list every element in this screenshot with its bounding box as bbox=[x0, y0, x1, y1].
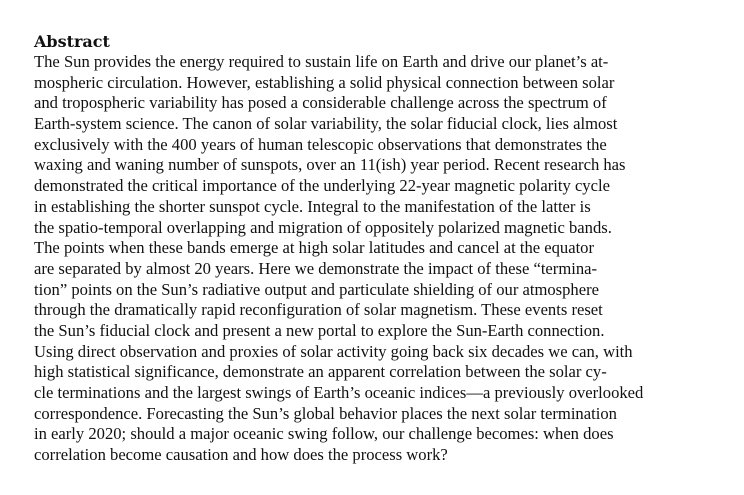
abstract-line: Earth-system science. The canon of solar variability, the solar fiducial clock, lies almost bbox=[34, 114, 618, 134]
abstract-line: waxing and waning number of sunspots, over an 11(ish) year period. Recent research has bbox=[34, 155, 626, 175]
abstract-line: in early 2020; should a major oceanic swing follow, our challenge becomes: when does bbox=[34, 424, 614, 444]
abstract-body bbox=[34, 52, 718, 466]
abstract-line: and tropospheric variability has posed a considerable challenge across the spectrum of bbox=[34, 93, 607, 113]
abstract-line: correlation become causation and how does the process work? bbox=[34, 445, 448, 465]
abstract-line: exclusively with the 400 years of human telescopic observations that demonstrates the bbox=[34, 134, 607, 154]
abstract-section bbox=[34, 31, 718, 466]
abstract-line: Using direct observation and proxies of solar activity going back six decades we can, with bbox=[34, 341, 633, 361]
abstract-line: through the dramatically rapid reconfiguration of solar magnetism. These events reset bbox=[34, 300, 603, 320]
abstract-line: the spatio-temporal overlapping and migration of oppositely polarized magnetic bands. bbox=[34, 217, 612, 237]
abstract-line: in establishing the shorter sunspot cycle. Integral to the manifestation of the latter is bbox=[34, 196, 591, 216]
abstract-line: cle terminations and the largest swings of Earth’s oceanic indices—a previously overlooked bbox=[34, 383, 644, 402]
abstract-line: tion” points on the Sun’s radiative output and particulate shielding of our atmosphere bbox=[34, 279, 599, 299]
abstract-line: high statistical significance, demonstrate an apparent correlation between the solar cy- bbox=[34, 362, 607, 382]
abstract-line: mospheric circulation. However, establishing a solid physical connection between solar bbox=[34, 72, 615, 92]
abstract-line: The points when these bands emerge at high solar latitudes and cancel at the equator bbox=[34, 238, 595, 258]
abstract-line: correspondence. Forecasting the Sun’s global behavior places the next solar termination bbox=[34, 403, 617, 423]
abstract-line: demonstrated the critical importance of the underlying 22-year magnetic polarity cycle bbox=[34, 176, 610, 196]
abstract-line: The Sun provides the energy required to sustain life on Earth and drive our planet’s at- bbox=[34, 52, 609, 71]
abstract-line: the Sun’s fiducial clock and present a new portal to explore the Sun-Earth connection. bbox=[34, 320, 605, 340]
abstract-heading: Abstract bbox=[34, 32, 110, 51]
abstract-line: are separated by almost 20 years. Here we demonstrate the impact of these “termina- bbox=[34, 258, 598, 278]
